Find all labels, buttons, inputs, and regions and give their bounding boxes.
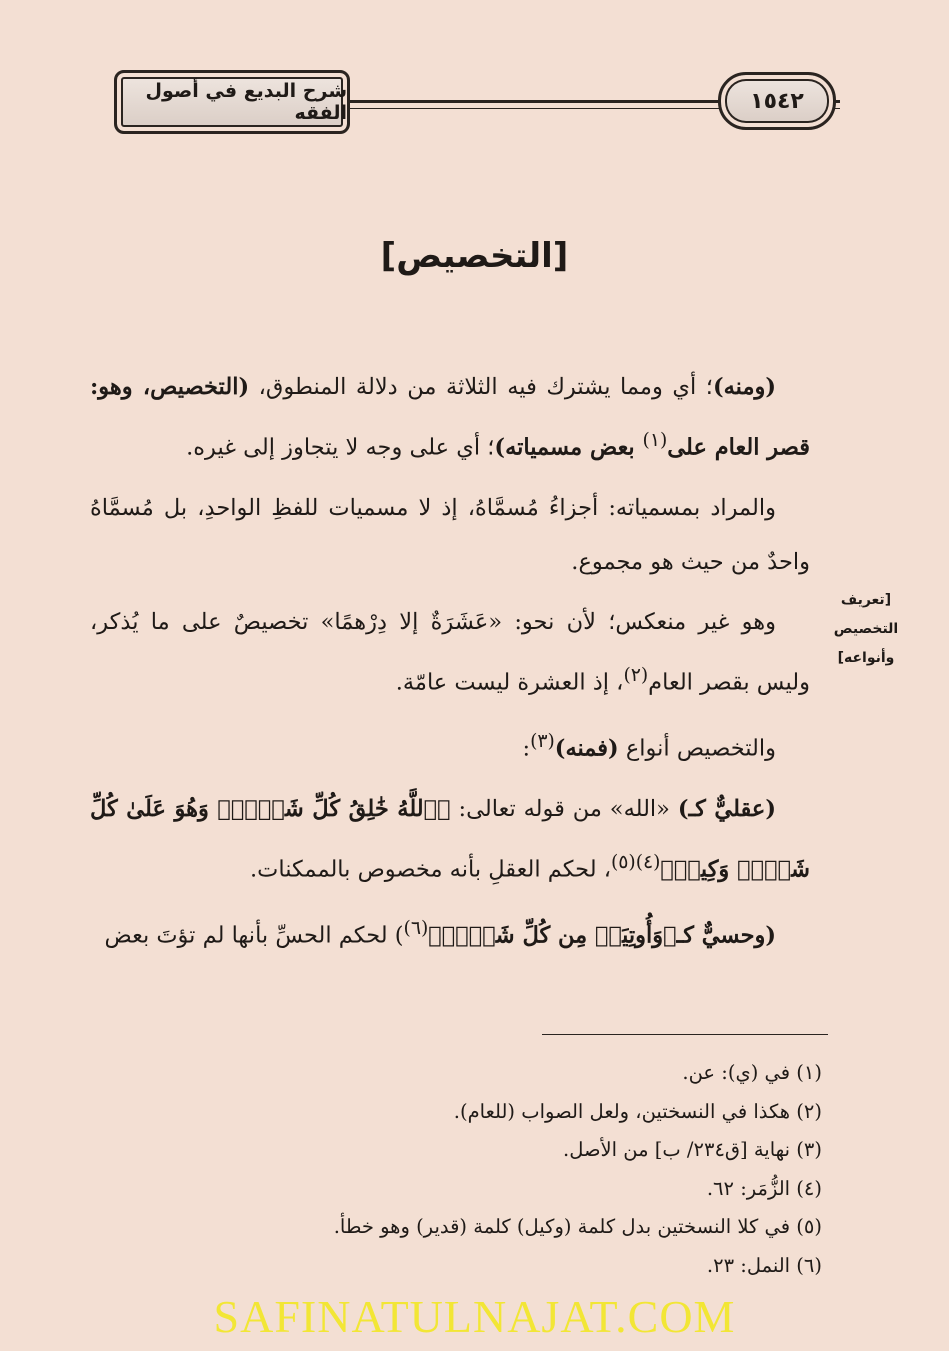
footnote-ref: (٣) — [530, 731, 555, 752]
watermark: SAFINATULNAJAT.COM — [213, 1291, 736, 1342]
margin-note-line: التخصيص — [833, 621, 899, 637]
body-text — [90, 360, 810, 969]
footnote-item: (٤) الزُّمَر: ٦٢. — [706, 1176, 822, 1200]
matn-text: (عقليٌّ كـ) — [677, 795, 776, 822]
sharh-text: «الله» من قوله تعالى: — [450, 795, 678, 822]
quran-verse: ﴿ٱللَّهُ خَٰلِقُ كُلِّ شَيۡءٖۖ وَهُوَ عَلَىٰ كُلِّ شَيۡءٖ وَكِيلٞ﴾ — [90, 795, 810, 882]
section-heading: [التخصيص] — [380, 236, 569, 276]
margin-note — [826, 586, 906, 673]
margin-note-line: وأنواعه] — [837, 650, 895, 666]
footnote-item: (٣) نهاية [ق٢٣٤/ ب] من الأصل. — [563, 1138, 822, 1161]
page-number: ١٥٤٢ — [718, 72, 836, 130]
paragraph-5 — [90, 782, 810, 897]
sharh-text: ، إذ العشرة ليست عامّة. — [395, 669, 624, 695]
sharh-text: ) لحكم الحسِّ بأنها لم تؤتَ بعض — [104, 922, 404, 949]
sharh-text: ؛ أي ومما يشترك فيه الثلاثة من دلالة المنطوق، — [249, 374, 713, 400]
footnote-item: (١) في (ي): عن. — [682, 1061, 822, 1084]
sharh-text: والتخصيص أنواع — [618, 735, 776, 762]
footnotes — [150, 1054, 822, 1285]
matn-text: (وحسيٌّ كـ — [676, 922, 776, 949]
sharh-text: وهو غير منعكس؛ لأن نحو: «عَشَرَةٌ إلا دِرْهمًا» تخصيصٌ على ما يُذكر، وليس بقصر العام — [90, 608, 810, 695]
footnote-ref: (٢) — [623, 664, 649, 686]
paragraph-3 — [90, 595, 810, 710]
quran-verse: ﴿وَأُوتِيَتۡ مِن كُلِّ شَيۡءٖ﴾ — [428, 922, 677, 949]
footnote-item: (٢) هكذا في النسختين، ولعل الصواب (للعام). — [453, 1099, 822, 1123]
running-header-title: شرح البديع في أصول الفقه — [114, 70, 350, 134]
paragraph-2: والمراد بمسمياته: أجزاءُ مُسمَّاهُ، إذ لا مسميات للفظِ الواحدِ، بل مُسمَّاهُ واحدٌ من حيث هو مجموع. — [90, 494, 810, 575]
paragraph-4 — [90, 715, 810, 776]
footnote-ref: (٦) — [403, 918, 429, 939]
paragraph-1 — [90, 360, 810, 475]
sharh-text: : — [522, 735, 531, 762]
matn-text: (التخصيص، وهو: قصر العام على — [90, 374, 810, 461]
footnote-ref: (١) — [642, 430, 668, 451]
footnote-separator — [542, 1034, 828, 1035]
sharh-text: ، لحكم العقلِ بأنه مخصوص بالممكنات. — [250, 856, 611, 882]
footnote-item: (٦) النمل: ٢٣. — [706, 1253, 822, 1277]
margin-note-line: [تعريف — [840, 592, 892, 608]
footnote-item: (٥) في كلا النسختين بدل كلمة (وكيل) كلمة (قدير) وهو خطأ. — [333, 1215, 822, 1238]
sharh-text: ؛ أي على وجه لا يتجاوز إلى غيره. — [186, 434, 495, 461]
matn-text: (فمنه) — [554, 735, 619, 762]
matn-text: بعض مسمياته) — [494, 434, 643, 461]
footnote-ref: (٤)(٥) — [610, 851, 661, 873]
paragraph-6 — [90, 902, 810, 963]
matn-text: (ومنه) — [712, 374, 777, 400]
